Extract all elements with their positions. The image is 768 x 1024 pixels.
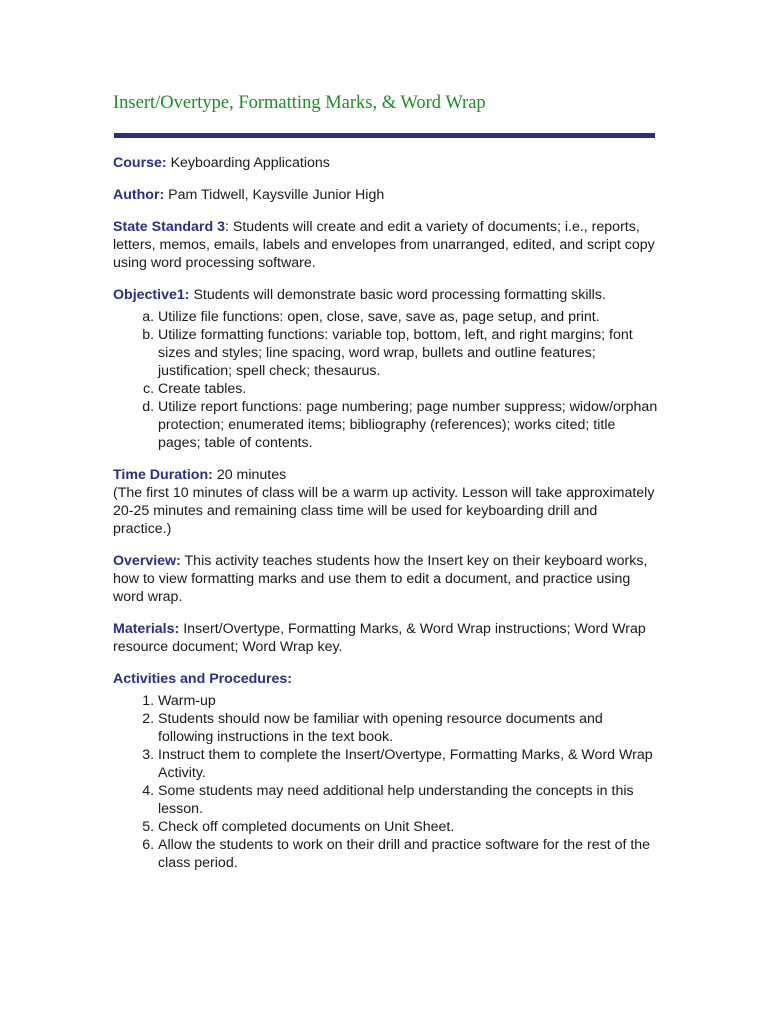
activities-section [113,670,658,872]
materials-value: Insert/Overtype, Formatting Marks, & Word Wrap instructions; Word Wrap resource document; Word Wrap key. [113,621,646,655]
list-item: a. Utilize file functions: open, close, save, save as, page setup, and print. [158,308,658,326]
author-label: Author: [113,187,165,203]
list-item: d. Utilize report functions: page numbering; page number suppress; widow/orphan protection; enumerated items; bibliography (references); works cited; title pages; table of contents. [158,398,658,452]
list-item: 5. Check off completed documents on Unit Sheet. [158,818,658,836]
time-value: 20 minutes [216,467,287,483]
list-item: 1. Warm-up [158,692,658,710]
list-item: 2. Students should now be familiar with opening resource documents and following instructions in the text book. [158,710,658,746]
objective-list [113,308,658,452]
list-item: 6. Allow the students to work on their drill and practice software for the rest of the class period. [158,836,658,872]
course-label: Course: [113,155,167,171]
time-label: Time Duration: [113,467,213,483]
title-divider [114,133,655,138]
list-item: 3. Instruct them to complete the Insert/Overtype, Formatting Marks, & Word Wrap Activity. [158,746,658,782]
materials-paragraph [113,620,658,656]
author-value: Pam Tidwell, Kaysville Junior High [168,187,385,203]
overview-value: This activity teaches students how the Insert key on their keyboard works, how to view formatting marks and use them to edit a document, and practice using word wrap. [113,553,648,605]
list-item: b. Utilize formatting functions: variable top, bottom, left, and right margins; font sizes and styles; line spacing, word wrap, bullets and outline features; justification; spell check; thesaurus. [158,326,658,380]
standard-value: : Students will create and edit a variety of documents; i.e., reports, letters, memos, emails, labels and envelopes from unarranged, edited, and script copy using word processing software. [113,219,655,271]
time-note: (The first 10 minutes of class will be a warm up activity. Lesson will take approximately 20-25 minutes and remaining class time will be used for keyboarding drill and practice.) [113,485,655,537]
standard-label: State Standard 3 [113,219,225,235]
overview-paragraph [113,552,658,606]
time-section [113,466,658,538]
objective-value: Students will demonstrate basic word processing formatting skills. [193,287,606,303]
author-line [113,186,658,204]
list-item: 4. Some students may need additional help understanding the concepts in this lesson. [158,782,658,818]
materials-label: Materials: [113,621,180,637]
document-title: Insert/Overtype, Formatting Marks, & Word Wrap [113,93,486,113]
course-value: Keyboarding Applications [170,155,330,171]
objective-label: Objective1: [113,287,190,303]
objective-line [113,286,658,304]
standard-paragraph [113,218,658,272]
activities-list [113,692,658,872]
time-line [113,466,658,484]
course-line [113,154,658,172]
activities-label: Activities and Procedures: [113,671,292,687]
objective-section [113,286,658,452]
list-item: c. Create tables. [158,380,658,398]
document-body [113,154,658,886]
overview-label: Overview: [113,553,181,569]
